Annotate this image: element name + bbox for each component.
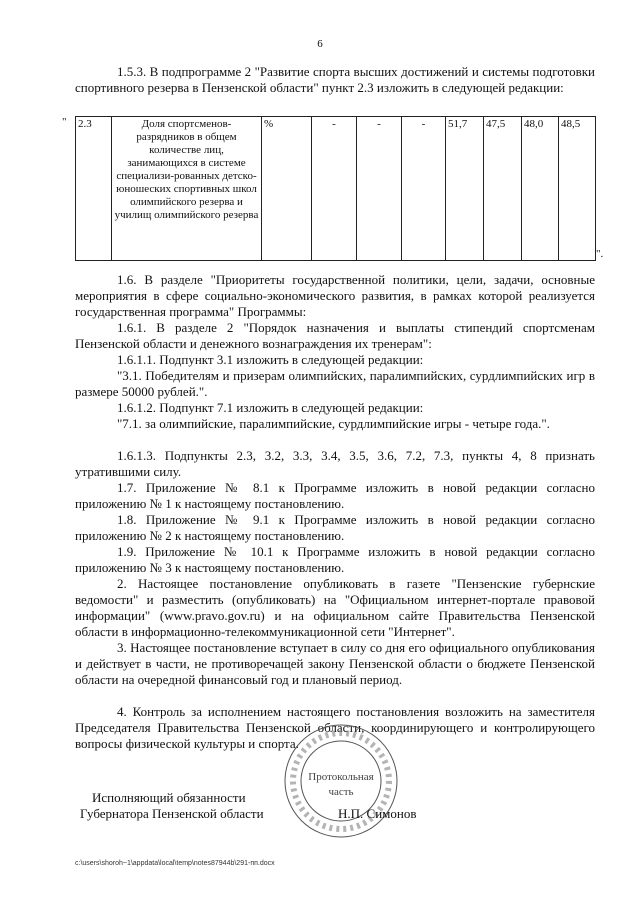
- signature-position-line2: Губернатора Пензенской области: [80, 806, 264, 821]
- paragraph-1-6-1-2-quote: "7.1. за олимпийские, паралимпийские, сурдлимпийские игры - четыре года.".: [117, 416, 550, 431]
- page-number: 6: [317, 38, 323, 50]
- paragraph-1-9: 1.9. Приложение № 10.1 к Программе изложить в новой редакции согласно приложению № 3 к настоящему постановлению.: [75, 544, 595, 575]
- intro-paragraph: 1.5.3. В подпрограмме 2 "Развитие спорта высших достижений и системы подготовки спортивного резерва в Пензенской области" пункт 2.3 изложить в следующей редакции:: [75, 64, 595, 95]
- value-cell: -: [402, 117, 446, 261]
- paragraph-1-6-1-2: 1.6.1.2. Подпункт 7.1 изложить в следующей редакции:: [117, 400, 424, 415]
- paragraph-4: 4. Контроль за исполнением настоящего постановления возложить на заместителя Председателя Правительства Пензенской области, координирующего и контролирующего вопросы физической культуры и спорта.: [75, 704, 595, 751]
- paragraph-1-6-1-1-quote: "3.1. Победителям и призерам олимпийских, паралимпийских, сурдлимпийских игр в размере 50000 рублей.".: [75, 368, 595, 399]
- paragraph-1-6: 1.6. В разделе "Приоритеты государственной политики, цели, задачи, основные мероприятия в сфере социально-экономического развития, в рамках которой реализуется государственная программа" Программы:: [75, 272, 595, 319]
- value-cell: -: [312, 117, 357, 261]
- paragraph-1-6-1-3: 1.6.1.3. Подпункты 2.3, 3.2, 3.3, 3.4, 3.5, 3.6, 7.2, 7.3, пункты 4, 8 признать утратившими силу.: [75, 448, 595, 479]
- table-row: [76, 117, 596, 261]
- paragraph-1-8: 1.8. Приложение № 9.1 к Программе изложить в новой редакции согласно приложению № 2 к настоящему постановлению.: [75, 512, 595, 543]
- footer-file-path: c:\users\shoroh~1\appdata\local\temp\notes87944b\291-пп.docx: [75, 860, 275, 867]
- value-cell: 48,5: [559, 117, 596, 261]
- indicator-table: [75, 116, 596, 261]
- stamp-line: Протокольная: [308, 771, 374, 783]
- signature-position-line1: Исполняющий обязанности: [92, 790, 246, 805]
- unit-cell: %: [262, 117, 312, 261]
- paragraph-1-6-1: 1.6.1. В разделе 2 "Порядок назначения и выплаты стипендий спортсменам Пензенской области и денежного вознаграждения их тренерам":: [75, 320, 595, 351]
- value-cell: -: [357, 117, 402, 261]
- paragraph-1-7: 1.7. Приложение № 8.1 к Программе изложить в новой редакции согласно приложению № 1 к настоящему постановлению.: [75, 480, 595, 511]
- indicator-name: Доля спортсменов-разрядников в общем количестве лиц, занимающихся в системе специализи-рованных детско-юношеских спортивных школ олимпийского резерва и училищ олимпийского резерва: [112, 117, 262, 261]
- table-close-quote: ".: [596, 248, 604, 260]
- row-number: 2.3: [76, 117, 112, 261]
- stamp-line: часть: [328, 786, 354, 798]
- value-cell: 47,5: [484, 117, 522, 261]
- table-open-quote: ": [62, 116, 67, 128]
- signature-name: Н.П. Симонов: [338, 806, 417, 821]
- value-cell: 48,0: [522, 117, 559, 261]
- value-cell: 51,7: [446, 117, 484, 261]
- paragraph-2: 2. Настоящее постановление опубликовать в газете "Пензенские губернские ведомости" и разместить (опубликовать) на "Официальном интернет-портале правовой информации" (www.pravo.gov.ru) и на официальном сайте Правительства Пензенской области в информационно-телекоммуникационной сети "Интернет".: [75, 576, 595, 639]
- paragraph-3: 3. Настоящее постановление вступает в силу со дня его официального опубликования и действует в части, не противоречащей закону Пензенской области о бюджете Пензенской области на очередной финансовый год и плановый период.: [75, 640, 595, 687]
- paragraph-1-6-1-1: 1.6.1.1. Подпункт 3.1 изложить в следующей редакции:: [117, 352, 424, 367]
